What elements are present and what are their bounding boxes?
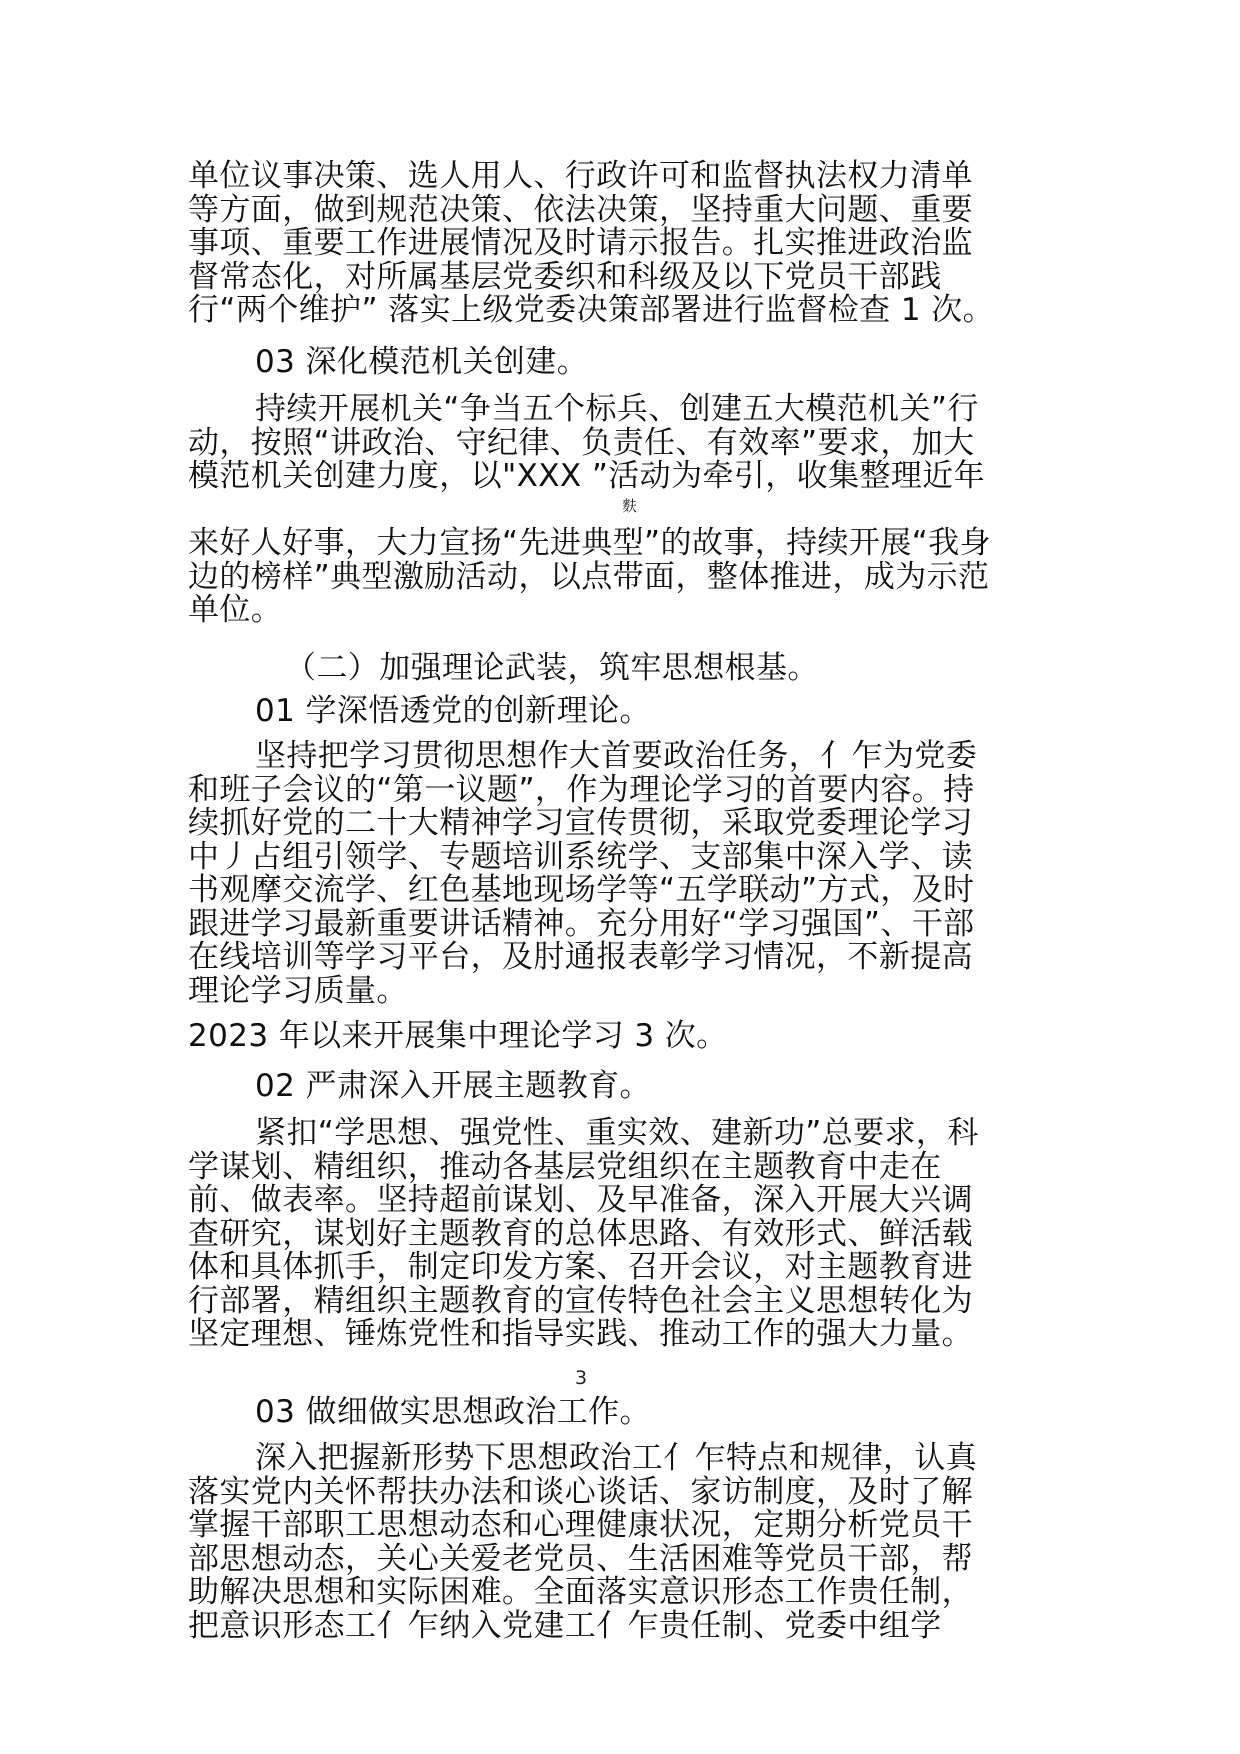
- text-line: 续抓好党的二十大精神学习宣传贯彻，采取党委理论学习: [188, 805, 973, 841]
- text-line: 督常态化，对所属基层党委织和科级及以下党员干部践: [188, 258, 942, 295]
- text-line: 来好人好事，大力宣扬“先进典型”的故事，持续开展“我身: [188, 525, 991, 561]
- text-line: 部思想动态，关心关爱老党员、生活困难等党员干部，帮: [188, 1540, 973, 1577]
- text-line: 等方面，做到规范决策、依法决策，坚持重大问题、重要: [188, 191, 973, 228]
- text-line: 在线培训等学习平台，及肘通报表彰学习情况，不新提高: [188, 939, 973, 975]
- text-line: 跟进学习最新重要讲话精神。充分用好“学习强国”、干部: [188, 905, 975, 942]
- text-line: 书观摩交流学、红色基地现场学等“五学联动”方式，及时: [188, 872, 975, 908]
- text-line: 体和具体抓手，制定印发方案、召开会议，对主题教育进: [188, 1249, 973, 1285]
- text-line: 行“两个维护” 落实上级党委决策部署进行监督检查 1 次。: [188, 292, 995, 328]
- text-line: 掌握干部职工思想动态和心理健康状况，定期分析党员干: [188, 1507, 973, 1543]
- paragraph-theme-education: [188, 1117, 1058, 1352]
- paragraph-ideological-work: [188, 1442, 1058, 1643]
- text-line: 持续开展机关“争当五个标兵、创建五大模范机关”行: [255, 391, 979, 427]
- text-line: 行部署，精组织主题教育的宣传特色社会主义思想转化为: [188, 1282, 973, 1319]
- text-line: 模范机关创建力度，以"XXX ”活动为牵引，收集整理近年: [188, 458, 986, 494]
- text-line: 学谋划、精组织，推动各基层党组织在主题教育中走在: [188, 1148, 942, 1185]
- text-line: 单位议事决策、选人用人、行政许可和监督执法权力清单: [188, 158, 973, 194]
- paragraph-accountability: [188, 160, 1058, 328]
- page-number: 3: [575, 1367, 588, 1389]
- heading-innovation-theory: 01 学深悟透党的创新理论。: [255, 693, 651, 729]
- text-line: 紧扣“学思想、强党性、重实效、建新功”总要求，科: [255, 1115, 979, 1151]
- text-line: 落实党内关怀帮扶办法和谈心谈话、家访制度，及时了解: [188, 1473, 973, 1510]
- section-heading: （二）加强理论武装，筑牢思想根基。: [285, 650, 819, 686]
- paragraph-theory-study: [188, 740, 1058, 1008]
- study-count-line: 2023 年以来开展集中理论学习 3 次。: [188, 1018, 728, 1054]
- heading-ideological-work: 03 做细做实思想政治工作。: [255, 1394, 651, 1430]
- paragraph-model-agency: [188, 393, 1058, 494]
- text-line: 动，按照“讲政治、守纪律、负责任、有效率”要求，加大: [188, 424, 975, 461]
- text-line: 助解决思想和实际困难。全面落实意识形态工作贵任制，: [188, 1574, 973, 1610]
- text-line: 深入把握新形势下思想政治工亻乍特点和规律，认真: [255, 1440, 978, 1476]
- text-line: 边的榜样”典型激励活动，以点带面，整体推进，成为示范: [188, 558, 990, 595]
- heading-theme-education: 02 严肃深入开展主题教育。: [255, 1068, 651, 1104]
- paragraph-role-models: [188, 527, 1058, 628]
- text-line: 前、做表率。坚持超前谋划、及早准备，深入开展大兴调: [188, 1182, 973, 1218]
- text-line: 和班子会议的“第一议题”，作为理论学习的首要内容。持: [188, 771, 975, 808]
- text-line: 坚持把学习贯彻思想作大首要政治任务，亻乍为党委: [255, 738, 978, 774]
- text-line: 查研究，谋划好主题教育的总体思路、有效形式、鲜活载: [188, 1215, 973, 1252]
- stray-character-mark: 麩: [622, 497, 638, 515]
- text-line: 事项、重要工作进展情况及时请示报告。扎实推进政治监: [188, 225, 973, 261]
- text-line: 理论学习质量。: [188, 972, 408, 1009]
- text-line: 坚定理想、锤炼党性和指导实践、推动工作的强大力量。: [188, 1316, 973, 1352]
- text-line: 把意识形态工亻乍纳入党建工亻乍贵任制、党委中组学: [188, 1607, 942, 1644]
- heading-model-agency: 03 深化模范机关创建。: [255, 344, 589, 380]
- text-line: 中丿占组引领学、专题培训系统学、支部集中深入学、读: [188, 838, 973, 875]
- text-line: 单位。: [188, 592, 283, 628]
